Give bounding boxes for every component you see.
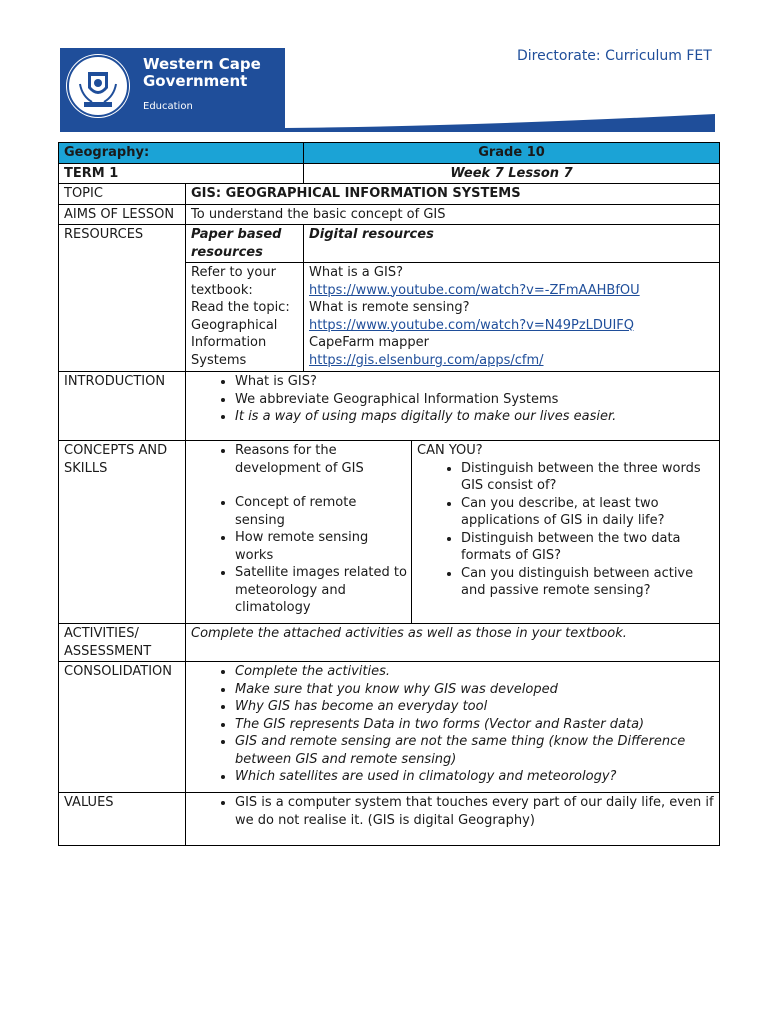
list-item: • Can you describe, at least two applications of GIS in daily life? (461, 495, 714, 530)
remote-sensing-video-link[interactable]: https://www.youtube.com/watch?v=N49PzLDUIFQ (309, 317, 634, 333)
list-item: • We abbreviate Geographical Information Systems (235, 391, 714, 409)
week-cell: Week 7 Lesson 7 (304, 163, 720, 184)
list-item: • Distinguish between the two data formats of GIS? (461, 530, 714, 565)
paper-resources-cell (186, 263, 304, 372)
aims-value: To understand the basic concept of GIS (186, 204, 720, 225)
header-swoosh (60, 112, 715, 134)
activities-label: ACTIVITIES/ ASSESSMENT (59, 624, 186, 662)
concepts-cell (186, 441, 412, 624)
table-row (59, 143, 720, 164)
values-list (191, 794, 714, 829)
values-label: VALUES (59, 793, 186, 846)
can-you-heading: CAN YOU? (417, 443, 483, 458)
digital-resource-text: What is a GIS? (309, 265, 403, 280)
paper-line: Read the topic: (191, 300, 290, 315)
concepts-label: CONCEPTS AND SKILLS (59, 441, 186, 624)
introduction-label: INTRODUCTION (59, 372, 186, 441)
lesson-plan-table (58, 142, 720, 846)
term-cell: TERM 1 (59, 163, 304, 184)
consolidation-label: CONSOLIDATION (59, 662, 186, 793)
list-item: • How remote sensing works (235, 529, 409, 564)
introduction-cell (186, 372, 720, 441)
paper-resources-heading: Paper based resources (186, 225, 304, 263)
table-row (59, 662, 720, 793)
table-row (59, 204, 720, 225)
list-item: • Distinguish between the three words GIS consist of? (461, 460, 714, 495)
can-you-cell (412, 441, 720, 624)
digital-resources-cell (304, 263, 720, 372)
list-item: • GIS and remote sensing are not the same thing (know the Difference between GIS and remote sensing) (235, 733, 714, 768)
table-row (59, 163, 720, 184)
paper-line: Information Systems (191, 335, 267, 368)
list-item: • Which satellites are used in climatology and meteorology? (235, 768, 714, 786)
gis-video-link[interactable]: https://www.youtube.com/watch?v=-ZFmAAHBfOU (309, 282, 640, 298)
activities-value: Complete the attached activities as well as those in your textbook. (186, 624, 720, 662)
list-item: • Satellite images related to meteorology and climatology (235, 564, 409, 617)
org-name (143, 56, 261, 90)
list-item: • Concept of remote sensing (235, 494, 409, 529)
concepts-list (191, 442, 409, 617)
table-row (59, 793, 720, 846)
capefarm-mapper-link[interactable]: https://gis.elsenburg.com/apps/cfm/ (309, 352, 544, 368)
introduction-list (191, 373, 714, 426)
coat-of-arms-logo (66, 54, 130, 118)
list-item: • Complete the activities. (235, 663, 714, 681)
directorate-title: Directorate: Curriculum FET (517, 48, 712, 64)
list-item: • GIS is a computer system that touches every part of our daily life, even if we do not realise it. (GIS is digital Geography) (235, 794, 714, 829)
list-item: • Why GIS has become an everyday tool (235, 698, 714, 716)
list-item: • Can you distinguish between active and passive remote sensing? (461, 565, 714, 600)
org-name-line1: Western Cape (143, 55, 261, 73)
paper-line: Refer to your textbook: (191, 265, 276, 298)
digital-resource-text: CapeFarm mapper (309, 335, 429, 350)
org-name-line2: Government (143, 72, 248, 90)
list-item: • The GIS represents Data in two forms (Vector and Raster data) (235, 716, 714, 734)
table-row (59, 372, 720, 441)
table-row (59, 225, 720, 263)
topic-value: GIS: GEOGRAPHICAL INFORMATION SYSTEMS (186, 184, 720, 205)
resources-label: RESOURCES (59, 225, 186, 372)
table-row (59, 624, 720, 662)
can-you-list (417, 460, 714, 600)
list-item: • Make sure that you know why GIS was developed (235, 681, 714, 699)
org-department: Education (143, 101, 193, 112)
table-row (59, 184, 720, 205)
subject-cell: Geography: (59, 143, 304, 164)
paper-line: Geographical (191, 317, 278, 333)
aims-label: AIMS OF LESSON (59, 204, 186, 225)
grade-cell: Grade 10 (304, 143, 720, 164)
table-row (59, 441, 720, 624)
list-item: • Reasons for the development of GIS (235, 442, 409, 477)
digital-resources-heading: Digital resources (304, 225, 720, 263)
digital-resource-text: What is remote sensing? (309, 300, 470, 315)
values-cell (186, 793, 720, 846)
list-item: • What is GIS? (235, 373, 714, 391)
list-item: • It is a way of using maps digitally to make our lives easier. (235, 408, 714, 426)
topic-label: TOPIC (59, 184, 186, 205)
consolidation-list (191, 663, 714, 786)
consolidation-cell (186, 662, 720, 793)
